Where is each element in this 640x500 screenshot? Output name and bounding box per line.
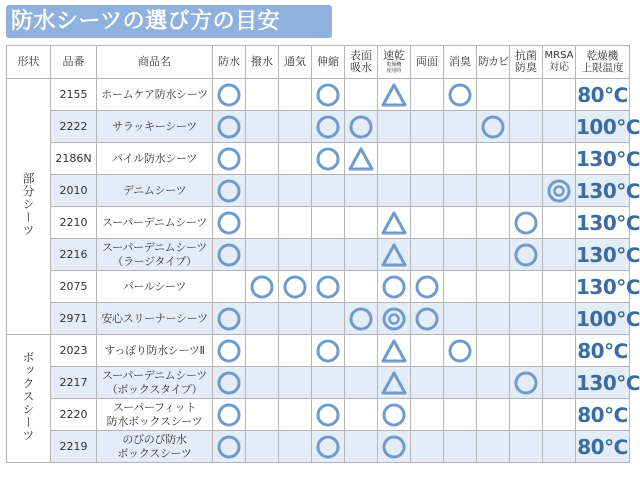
feature-cell [411, 303, 444, 335]
feature-cell [312, 79, 345, 111]
group-label: 部分シーツ [7, 79, 51, 335]
feature-cell [312, 143, 345, 175]
product-name: スーパーフィット 防水ボックスシーツ [97, 399, 213, 431]
circle-mark [349, 307, 373, 331]
comparison-table [6, 45, 640, 463]
header-shape: 形状 [7, 46, 51, 79]
product-code: 2023 [51, 335, 97, 367]
feature-cell [444, 367, 477, 399]
circle-mark [382, 403, 406, 427]
circle-mark [514, 371, 538, 395]
circle-mark [316, 83, 340, 107]
header-feature: 伸縮 [312, 46, 345, 79]
feature-cell [411, 431, 444, 463]
double-circle-mark [382, 307, 406, 331]
product-code: 2971 [51, 303, 97, 335]
feature-cell [345, 335, 378, 367]
feature-cell [213, 431, 246, 463]
dryer-temp: 80℃ [576, 335, 630, 367]
table-row [7, 143, 630, 175]
feature-cell [312, 303, 345, 335]
product-name: のびのび防水 ボックスシーツ [97, 431, 213, 463]
feature-cell [279, 335, 312, 367]
product-name: デニムシーツ [97, 175, 213, 207]
product-name: スーパーデニムシーツ （ボックスタイプ） [97, 367, 213, 399]
feature-cell [543, 335, 576, 367]
feature-cell [312, 399, 345, 431]
feature-cell [312, 111, 345, 143]
triangle-mark [381, 83, 407, 107]
circle-mark [382, 275, 406, 299]
circle-mark [217, 115, 241, 139]
feature-cell [411, 207, 444, 239]
feature-cell [543, 399, 576, 431]
product-name: ホームケア防水シーツ [97, 79, 213, 111]
feature-cell [543, 143, 576, 175]
feature-cell [279, 239, 312, 271]
dryer-temp: 130℃ [576, 175, 630, 207]
circle-mark [415, 275, 439, 299]
feature-cell [213, 367, 246, 399]
feature-cell [378, 79, 411, 111]
header-feature: MRSA 対応 [543, 46, 576, 79]
feature-cell [345, 111, 378, 143]
product-code: 2222 [51, 111, 97, 143]
feature-cell [378, 367, 411, 399]
circle-mark [316, 435, 340, 459]
feature-cell [279, 175, 312, 207]
feature-cell [213, 111, 246, 143]
feature-cell [543, 207, 576, 239]
dryer-temp: 100℃ [576, 303, 630, 335]
circle-mark [316, 147, 340, 171]
feature-cell [477, 335, 510, 367]
product-name: スーパーデニムシーツ [97, 207, 213, 239]
circle-mark [217, 339, 241, 363]
circle-mark [217, 179, 241, 203]
circle-mark [217, 243, 241, 267]
triangle-mark [348, 147, 374, 171]
feature-cell [411, 111, 444, 143]
feature-cell [510, 207, 543, 239]
feature-cell [510, 175, 543, 207]
circle-mark [316, 403, 340, 427]
feature-cell [345, 207, 378, 239]
feature-cell [510, 335, 543, 367]
product-code: 2210 [51, 207, 97, 239]
feature-cell [510, 239, 543, 271]
dryer-temp: 80℃ [576, 79, 630, 111]
product-code: 2155 [51, 79, 97, 111]
feature-cell [411, 143, 444, 175]
feature-cell [246, 111, 279, 143]
feature-cell [312, 175, 345, 207]
product-name: パイル防水シーツ [97, 143, 213, 175]
feature-cell [312, 271, 345, 303]
circle-mark [217, 403, 241, 427]
header-feature: 抗菌 防臭 [510, 46, 543, 79]
feature-cell [213, 175, 246, 207]
circle-mark [448, 339, 472, 363]
feature-cell [477, 111, 510, 143]
dryer-temp: 80℃ [576, 431, 630, 463]
feature-cell [378, 431, 411, 463]
feature-cell [246, 143, 279, 175]
dryer-temp: 100℃ [576, 111, 630, 143]
feature-cell [213, 271, 246, 303]
feature-cell [444, 399, 477, 431]
feature-cell [378, 143, 411, 175]
feature-cell [213, 303, 246, 335]
feature-cell [246, 271, 279, 303]
feature-cell [411, 271, 444, 303]
triangle-mark [381, 211, 407, 235]
feature-cell [246, 303, 279, 335]
dryer-temp: 130℃ [576, 207, 630, 239]
feature-cell [444, 207, 477, 239]
feature-cell [345, 367, 378, 399]
feature-cell [246, 367, 279, 399]
feature-cell [411, 175, 444, 207]
feature-cell [378, 335, 411, 367]
feature-cell [378, 111, 411, 143]
dryer-temp: 130℃ [576, 143, 630, 175]
feature-cell [213, 399, 246, 431]
circle-mark [415, 307, 439, 331]
feature-cell [444, 431, 477, 463]
table-row [7, 175, 630, 207]
product-code: 2010 [51, 175, 97, 207]
feature-cell [411, 367, 444, 399]
feature-cell [279, 79, 312, 111]
feature-cell [378, 207, 411, 239]
feature-cell [312, 239, 345, 271]
feature-cell [510, 143, 543, 175]
dryer-temp: 80℃ [576, 399, 630, 431]
feature-cell [312, 431, 345, 463]
header-name: 商品名 [97, 46, 213, 79]
feature-cell [378, 175, 411, 207]
feature-cell [246, 239, 279, 271]
feature-cell [444, 303, 477, 335]
feature-cell [510, 399, 543, 431]
product-code: 2216 [51, 239, 97, 271]
feature-cell [213, 143, 246, 175]
table-row [7, 303, 630, 335]
product-name: スーパーデニムシーツ （ラージタイプ） [97, 239, 213, 271]
feature-cell [279, 271, 312, 303]
table-row [7, 431, 630, 463]
product-name: 安心スリーナーシーツ [97, 303, 213, 335]
feature-cell [246, 335, 279, 367]
feature-cell [345, 431, 378, 463]
feature-cell [345, 143, 378, 175]
circle-mark [316, 115, 340, 139]
table-row [7, 207, 630, 239]
table-row [7, 367, 630, 399]
feature-cell [444, 175, 477, 207]
feature-cell [444, 111, 477, 143]
feature-cell [279, 143, 312, 175]
feature-cell [543, 303, 576, 335]
circle-mark [316, 275, 340, 299]
header-row [7, 46, 630, 79]
feature-cell [213, 239, 246, 271]
feature-cell [510, 367, 543, 399]
dryer-temp: 130℃ [576, 239, 630, 271]
table-row [7, 335, 630, 367]
feature-cell [543, 111, 576, 143]
table-row [7, 239, 630, 271]
feature-cell [411, 399, 444, 431]
page-title: 防水シーツの選び方の目安 [6, 5, 332, 38]
feature-cell [543, 367, 576, 399]
feature-cell [477, 175, 510, 207]
feature-cell [345, 303, 378, 335]
feature-cell [378, 271, 411, 303]
circle-mark [481, 115, 505, 139]
table-row [7, 79, 630, 111]
feature-cell [477, 239, 510, 271]
circle-mark [514, 211, 538, 235]
feature-cell [444, 271, 477, 303]
triangle-mark [381, 371, 407, 395]
feature-cell [246, 431, 279, 463]
feature-cell [246, 79, 279, 111]
feature-cell [345, 175, 378, 207]
table-row [7, 271, 630, 303]
header-temp: 乾燥機 上限温度 [576, 46, 630, 79]
header-feature: 防水 [213, 46, 246, 79]
circle-mark [217, 211, 241, 235]
feature-cell [345, 239, 378, 271]
feature-cell [444, 79, 477, 111]
header-feature: 両面 [411, 46, 444, 79]
feature-cell [477, 143, 510, 175]
feature-cell [279, 431, 312, 463]
feature-cell [213, 207, 246, 239]
feature-cell [312, 367, 345, 399]
feature-cell [213, 79, 246, 111]
feature-cell [510, 271, 543, 303]
product-code: 2220 [51, 399, 97, 431]
feature-cell [246, 207, 279, 239]
feature-cell [543, 271, 576, 303]
feature-cell [378, 303, 411, 335]
table-row [7, 399, 630, 431]
feature-cell [378, 399, 411, 431]
feature-cell [312, 335, 345, 367]
feature-cell [477, 79, 510, 111]
feature-cell [477, 303, 510, 335]
feature-cell [543, 431, 576, 463]
header-code: 品番 [51, 46, 97, 79]
feature-cell [477, 207, 510, 239]
product-name: すっぽり防水シーツⅡ [97, 335, 213, 367]
header-feature: 通気 [279, 46, 312, 79]
feature-cell [510, 79, 543, 111]
feature-cell [213, 335, 246, 367]
feature-cell [510, 303, 543, 335]
group-label: ボックスシーツ [7, 335, 51, 463]
product-name: パールシーツ [97, 271, 213, 303]
feature-cell [477, 367, 510, 399]
feature-cell [345, 271, 378, 303]
feature-cell [444, 239, 477, 271]
feature-cell [246, 399, 279, 431]
triangle-mark [381, 243, 407, 267]
header-feature: 防カビ [477, 46, 510, 79]
product-code: 2075 [51, 271, 97, 303]
feature-cell [411, 79, 444, 111]
circle-mark [283, 275, 307, 299]
feature-cell [279, 303, 312, 335]
feature-cell [444, 143, 477, 175]
feature-cell [246, 175, 279, 207]
feature-cell [543, 239, 576, 271]
feature-cell [378, 239, 411, 271]
product-code: 2186N [51, 143, 97, 175]
header-feature: 撥水 [246, 46, 279, 79]
feature-cell [411, 335, 444, 367]
dryer-temp: 130℃ [576, 367, 630, 399]
feature-cell [312, 207, 345, 239]
feature-cell [477, 399, 510, 431]
circle-mark [382, 435, 406, 459]
double-circle-mark [547, 179, 571, 203]
circle-mark [448, 83, 472, 107]
feature-cell [510, 111, 543, 143]
feature-cell [279, 111, 312, 143]
feature-cell [477, 271, 510, 303]
table-row [7, 111, 630, 143]
feature-cell [510, 431, 543, 463]
dryer-temp: 130℃ [576, 271, 630, 303]
product-code: 2217 [51, 367, 97, 399]
feature-cell [477, 431, 510, 463]
circle-mark [217, 147, 241, 171]
circle-mark [217, 307, 241, 331]
circle-mark [514, 243, 538, 267]
header-feature: 表面 吸水 [345, 46, 378, 79]
header-feature: 速乾 乾燥機 使用時 [378, 46, 411, 79]
feature-cell [543, 79, 576, 111]
circle-mark [349, 115, 373, 139]
circle-mark [217, 371, 241, 395]
triangle-mark [381, 339, 407, 363]
feature-cell [279, 207, 312, 239]
circle-mark [316, 339, 340, 363]
circle-mark [250, 275, 274, 299]
circle-mark [217, 83, 241, 107]
feature-cell [543, 175, 576, 207]
product-name: サラッキーシーツ [97, 111, 213, 143]
feature-cell [345, 399, 378, 431]
feature-cell [279, 399, 312, 431]
feature-cell [411, 239, 444, 271]
header-feature: 消臭 [444, 46, 477, 79]
circle-mark [217, 435, 241, 459]
feature-cell [345, 79, 378, 111]
feature-cell [444, 335, 477, 367]
feature-cell [279, 367, 312, 399]
product-code: 2219 [51, 431, 97, 463]
